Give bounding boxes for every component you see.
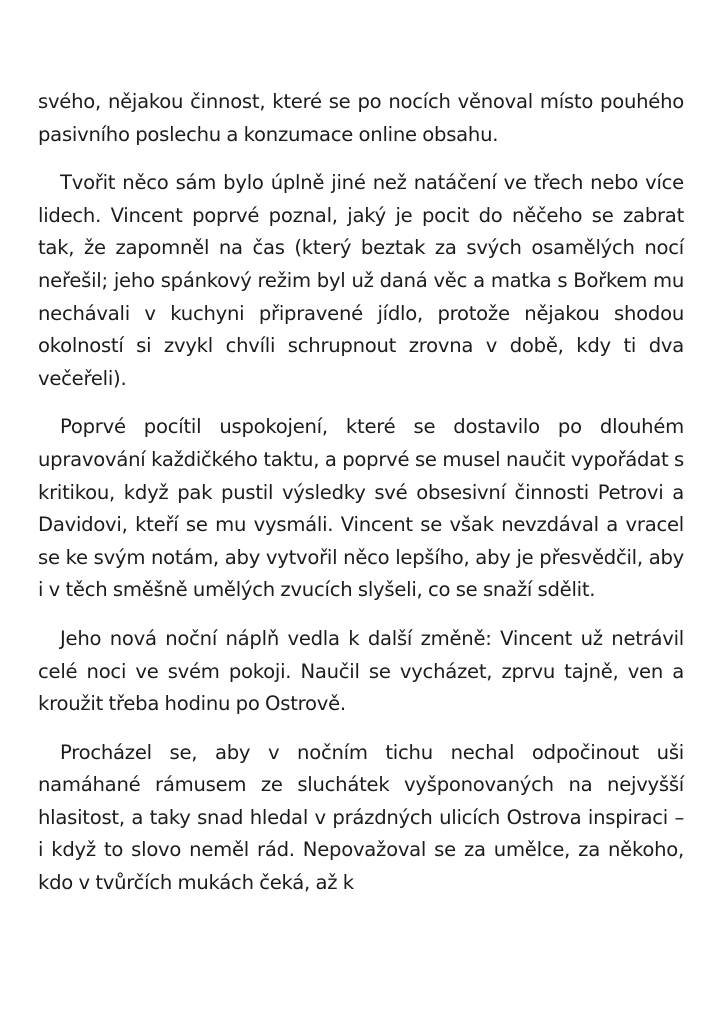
paragraph: Tvořit něco sám bylo úplně jiné než natáčení ve třech nebo více lidech. Vincent poprvé poznal, jaký je pocit do něčeho se zabrat tak, že zapomněl na čas (který beztak za svých osamělých nocí neřešil; jeho spánkový režim byl už daná věc a matka s Bořkem mu nechávali v kuchyni připravené jídlo, protože nějakou shodou okolností si zvykl chvíli schrupnout zrovna v době, kdy ti dva večeřeli). — [38, 171, 684, 390]
paragraph-continuation: svého, nějakou činnost, které se po nocích věnoval místo pouhého pasivního poslechu a konzumace online obsahu. — [38, 90, 684, 146]
paragraph: Procházel se, aby v nočním tichu nechal odpočinout uši namáhané rámusem ze sluchátek vyšponovaných na nejvyšší hlasitost, a taky snad hledal v prázdných ulicích Ostrova inspiraci – i když to slovo neměl rád. Nepovažoval se za umělce, za někoho, kdo v tvůrčích mukách čeká, až k — [38, 740, 684, 895]
paragraph: Jeho nová noční náplň vedla k další změně: Vincent už netrávil celé noci ve svém pokoji. Naučil se vycházet, zprvu tajně, ven a kroužit třeba hodinu po Ostrově. — [38, 626, 684, 716]
document-page — [38, 86, 684, 916]
paragraph: Poprvé pocítil uspokojení, které se dostavilo po dlouhém upravování každičkého taktu, a poprvé se musel naučit vypořádat s kritikou, když pak pustil výsledky své obsesivní činnosti Petrovi a Davidovi, kteří se mu vysmáli. Vincent se však nevzdával a vracel se ke svým notám, aby vytvořil něco lepšího, aby je přesvědčil, aby i v těch směšně umělých zvucích slyšeli, co se snaží sdělit. — [38, 415, 684, 602]
